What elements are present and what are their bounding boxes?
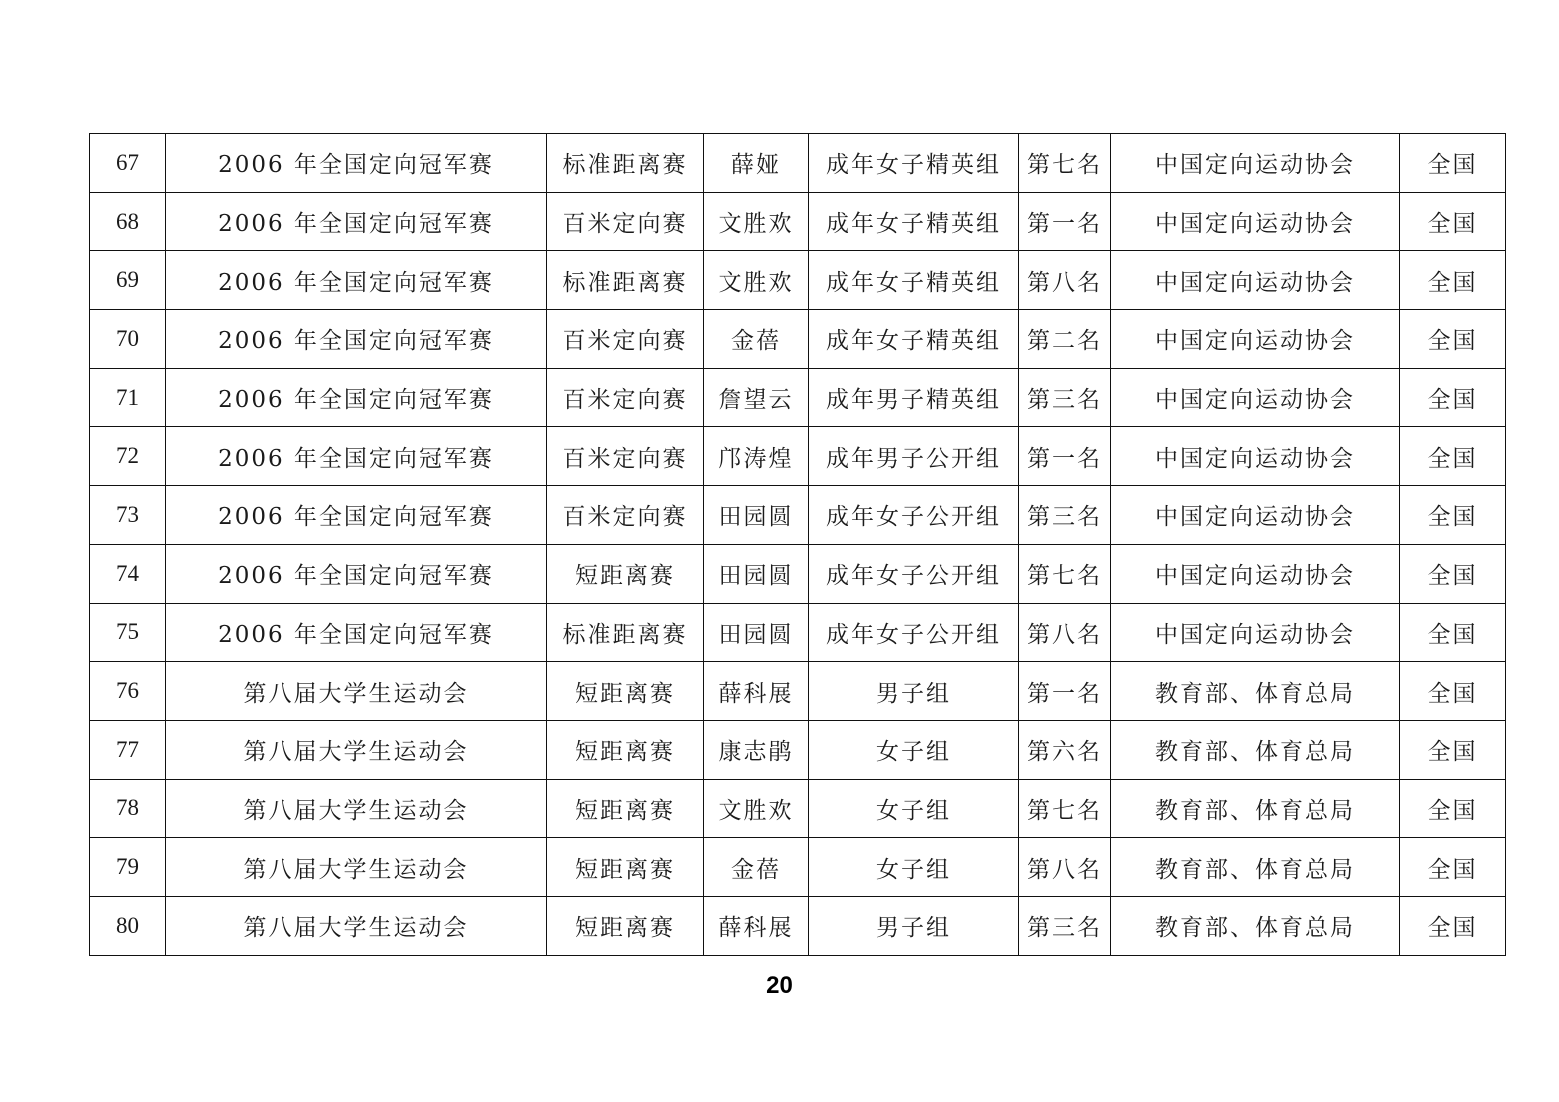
cell-competition: 2006 年全国定向冠军赛	[166, 486, 547, 545]
cell-event: 短距离赛	[547, 779, 704, 838]
cell-level: 全国	[1400, 192, 1506, 251]
cell-rank: 第一名	[1019, 192, 1111, 251]
cell-competition: 2006 年全国定向冠军赛	[166, 310, 547, 369]
cell-athlete: 詹望云	[704, 368, 809, 427]
cell-level: 全国	[1400, 486, 1506, 545]
cell-competition: 2006 年全国定向冠军赛	[166, 603, 547, 662]
cell-group: 女子组	[809, 720, 1019, 779]
cell-no: 79	[90, 838, 166, 897]
cell-athlete: 金蓓	[704, 838, 809, 897]
cell-organizer: 中国定向运动协会	[1111, 368, 1400, 427]
cell-rank: 第八名	[1019, 838, 1111, 897]
cell-level: 全国	[1400, 720, 1506, 779]
cell-level: 全国	[1400, 310, 1506, 369]
page-number: 20	[766, 972, 793, 999]
cell-athlete: 薛科展	[704, 896, 809, 955]
cell-organizer: 教育部、体育总局	[1111, 838, 1400, 897]
cell-competition: 2006 年全国定向冠军赛	[166, 251, 547, 310]
cell-competition: 第八届大学生运动会	[166, 779, 547, 838]
cell-group: 女子组	[809, 838, 1019, 897]
cell-event: 百米定向赛	[547, 310, 704, 369]
cell-level: 全国	[1400, 134, 1506, 193]
cell-level: 全国	[1400, 896, 1506, 955]
cell-organizer: 中国定向运动协会	[1111, 192, 1400, 251]
cell-group: 成年女子精英组	[809, 192, 1019, 251]
cell-competition: 2006 年全国定向冠军赛	[166, 134, 547, 193]
cell-competition: 第八届大学生运动会	[166, 838, 547, 897]
cell-no: 70	[90, 310, 166, 369]
cell-rank: 第一名	[1019, 427, 1111, 486]
cell-athlete: 康志鹃	[704, 720, 809, 779]
table-row	[90, 544, 1506, 603]
cell-organizer: 中国定向运动协会	[1111, 134, 1400, 193]
cell-event: 标准距离赛	[547, 603, 704, 662]
cell-level: 全国	[1400, 779, 1506, 838]
cell-no: 76	[90, 662, 166, 721]
table-row	[90, 662, 1506, 721]
table-body	[90, 134, 1506, 956]
cell-organizer: 中国定向运动协会	[1111, 486, 1400, 545]
cell-group: 男子组	[809, 896, 1019, 955]
cell-organizer: 教育部、体育总局	[1111, 720, 1400, 779]
table-row	[90, 896, 1506, 955]
cell-athlete: 金蓓	[704, 310, 809, 369]
cell-organizer: 中国定向运动协会	[1111, 603, 1400, 662]
awards-table	[89, 133, 1506, 956]
cell-rank: 第三名	[1019, 368, 1111, 427]
cell-athlete: 薛科展	[704, 662, 809, 721]
cell-no: 78	[90, 779, 166, 838]
cell-organizer: 中国定向运动协会	[1111, 544, 1400, 603]
cell-rank: 第八名	[1019, 251, 1111, 310]
cell-athlete: 田园圆	[704, 486, 809, 545]
cell-no: 67	[90, 134, 166, 193]
cell-group: 男子组	[809, 662, 1019, 721]
cell-event: 百米定向赛	[547, 192, 704, 251]
table-row	[90, 486, 1506, 545]
cell-level: 全国	[1400, 368, 1506, 427]
cell-event: 标准距离赛	[547, 251, 704, 310]
cell-rank: 第六名	[1019, 720, 1111, 779]
cell-group: 成年女子公开组	[809, 603, 1019, 662]
table-row	[90, 310, 1506, 369]
cell-athlete: 邝涛煌	[704, 427, 809, 486]
table-row	[90, 427, 1506, 486]
cell-level: 全国	[1400, 251, 1506, 310]
cell-event: 短距离赛	[547, 720, 704, 779]
cell-event: 标准距离赛	[547, 134, 704, 193]
cell-group: 成年女子精英组	[809, 251, 1019, 310]
table-row	[90, 838, 1506, 897]
cell-rank: 第八名	[1019, 603, 1111, 662]
cell-athlete: 田园圆	[704, 603, 809, 662]
cell-rank: 第一名	[1019, 662, 1111, 721]
cell-event: 百米定向赛	[547, 486, 704, 545]
cell-event: 百米定向赛	[547, 368, 704, 427]
cell-no: 75	[90, 603, 166, 662]
cell-athlete: 田园圆	[704, 544, 809, 603]
cell-rank: 第二名	[1019, 310, 1111, 369]
cell-organizer: 教育部、体育总局	[1111, 779, 1400, 838]
cell-level: 全国	[1400, 427, 1506, 486]
cell-competition: 第八届大学生运动会	[166, 896, 547, 955]
cell-organizer: 中国定向运动协会	[1111, 251, 1400, 310]
cell-event: 百米定向赛	[547, 427, 704, 486]
cell-rank: 第三名	[1019, 896, 1111, 955]
cell-no: 68	[90, 192, 166, 251]
cell-rank: 第七名	[1019, 544, 1111, 603]
cell-competition: 第八届大学生运动会	[166, 720, 547, 779]
table-row	[90, 134, 1506, 193]
cell-event: 短距离赛	[547, 662, 704, 721]
cell-event: 短距离赛	[547, 838, 704, 897]
cell-athlete: 薛娅	[704, 134, 809, 193]
cell-organizer: 中国定向运动协会	[1111, 427, 1400, 486]
cell-rank: 第三名	[1019, 486, 1111, 545]
cell-competition: 2006 年全国定向冠军赛	[166, 368, 547, 427]
cell-level: 全国	[1400, 544, 1506, 603]
cell-level: 全国	[1400, 603, 1506, 662]
cell-level: 全国	[1400, 838, 1506, 897]
cell-group: 成年女子公开组	[809, 544, 1019, 603]
table-row	[90, 603, 1506, 662]
cell-no: 72	[90, 427, 166, 486]
cell-competition: 2006 年全国定向冠军赛	[166, 192, 547, 251]
cell-organizer: 教育部、体育总局	[1111, 662, 1400, 721]
cell-competition: 第八届大学生运动会	[166, 662, 547, 721]
cell-no: 80	[90, 896, 166, 955]
cell-rank: 第七名	[1019, 779, 1111, 838]
cell-group: 成年女子精英组	[809, 310, 1019, 369]
cell-group: 成年女子公开组	[809, 486, 1019, 545]
cell-competition: 2006 年全国定向冠军赛	[166, 544, 547, 603]
cell-no: 69	[90, 251, 166, 310]
cell-competition: 2006 年全国定向冠军赛	[166, 427, 547, 486]
cell-event: 短距离赛	[547, 896, 704, 955]
table-row	[90, 192, 1506, 251]
cell-athlete: 文胜欢	[704, 251, 809, 310]
table-row	[90, 368, 1506, 427]
cell-group: 成年男子精英组	[809, 368, 1019, 427]
cell-rank: 第七名	[1019, 134, 1111, 193]
table-row	[90, 779, 1506, 838]
cell-event: 短距离赛	[547, 544, 704, 603]
cell-group: 女子组	[809, 779, 1019, 838]
cell-group: 成年男子公开组	[809, 427, 1019, 486]
cell-no: 71	[90, 368, 166, 427]
table-row	[90, 251, 1506, 310]
table-row	[90, 720, 1506, 779]
cell-no: 73	[90, 486, 166, 545]
cell-organizer: 教育部、体育总局	[1111, 896, 1400, 955]
cell-no: 77	[90, 720, 166, 779]
cell-athlete: 文胜欢	[704, 779, 809, 838]
cell-athlete: 文胜欢	[704, 192, 809, 251]
cell-level: 全国	[1400, 662, 1506, 721]
cell-no: 74	[90, 544, 166, 603]
cell-organizer: 中国定向运动协会	[1111, 310, 1400, 369]
cell-group: 成年女子精英组	[809, 134, 1019, 193]
